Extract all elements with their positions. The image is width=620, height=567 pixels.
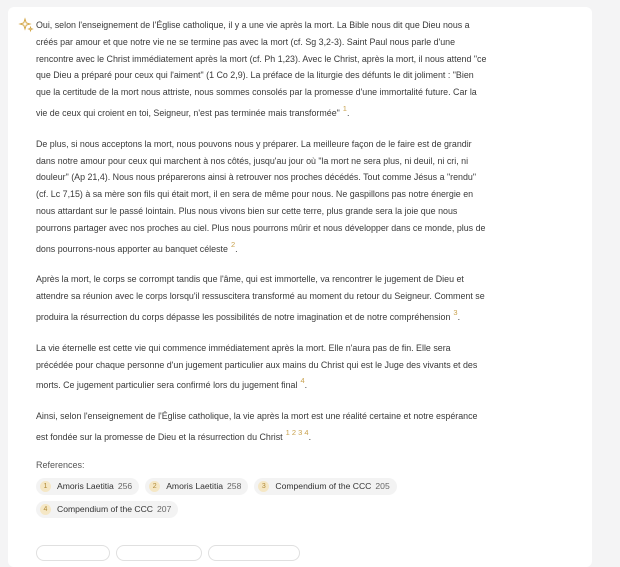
reference-chip[interactable] [254,478,396,495]
reference-number: 2 [149,481,160,492]
answer-paragraph: De plus, si nous acceptons la mort, nous pouvons nous y préparer. La meilleure façon de le faire est de grandir dans notre amour pour ceux qui marchent à nos côtés, jusqu'au jour où "la mort ne sera plus, ni deuil, ni cri, ni douleur" (Ap 21,4). Nous nous préparerons ainsi à retrouver nos proches décédés. Tout comme Jésus a "rendu" (cf. Lc 7,15) à sa mère son fils qui était mort, il en sera de même pour nous. Ne gaspillons pas notre énergie en nous attardant sur le passé lointain. Plus nous vivons bien sur cette terre, plus grande sera la joie que nous pourrons partager avec nos proches au ciel. Plus nous pourrons mûrir et nous développer dans ce monde, plus de dons pourrons-nous apporter au banquet céleste 2. [36,138,486,254]
reference-number: 1 [40,481,51,492]
reference-number: 3 [258,481,269,492]
action-pill[interactable] [208,545,300,561]
reference-page: 207 [157,504,172,515]
answer-paragraph: Ainsi, selon l'enseignement de l'Église catholique, la vie après la mort est une réalité certaine et notre espérance est fondée sur la promesse de Dieu et la résurrection du Christ 1 2 3 4. [36,411,478,442]
action-pills [36,545,300,561]
reference-number: 4 [40,504,51,515]
reference-chip[interactable] [145,478,248,495]
sparkle-icon [18,17,34,33]
answer-paragraph: La vie éternelle est cette vie qui commence immédiatement après la mort. Elle n'aura pas de fin. Elle sera précédée pour chaque personne d'un jugement particulier aux mains du Christ qui est le Juge des vivants et des morts. Ce jugement particulier sera confirmé lors du jugement final 4. [36,342,478,391]
answer-card [8,7,592,567]
answer-paragraph: Oui, selon l'enseignement de l'Église catholique, il y a une vie après la mort. La Bible nous dit que Dieu nous a créés par amour et que notre vie ne se termine pas avec la mort (cf. Sg 3,2-3). Saint Paul nous parle d'une rencontre avec le Christ immédiatement après la mort (cf. Ph 1,23). Avec le Christ, après la mort, il nous attend "ce que Dieu a préparé pour ceux qui l'aiment" (1 Co 2,9). La préface de la liturgie des défunts le dit joliment : "Bien que la certitude de la mort nous attriste, nous sommes consolés par la promesse d'une immortalité future. Car la vie de ceux qui croient en toi, Seigneur, n'est pas terminée mais transformée" 1. [36,20,487,118]
reference-title: Amoris Laetitia [57,481,114,492]
reference-title: Compendium of the CCC [57,504,154,515]
reference-title: Compendium of the CCC [275,481,372,492]
reference-page: 205 [375,481,390,492]
citation-marker[interactable]: 1 2 3 4 [285,427,309,437]
action-pill[interactable] [36,545,110,561]
reference-chip[interactable] [36,478,139,495]
references-label: References: [36,459,85,470]
references-list [36,478,488,518]
answer-content [36,17,488,518]
citation-marker[interactable]: 1 [342,103,347,113]
citation-marker[interactable]: 4 [300,376,305,386]
action-pill[interactable] [116,545,202,561]
answer-paragraph: Après la mort, le corps se corrompt tandis que l'âme, qui est immortelle, va rencontrer le jugement de Dieu et attendre sa réunion avec le corps lorsqu'il ressuscitera transformé au moment du retour du Seigneur. Comment se produira la résurrection du corps dépasse les possibilités de notre imagination et de notre compréhension 3. [36,274,485,322]
citation-marker[interactable]: 3 [453,307,458,317]
reference-page: 258 [227,481,242,492]
reference-title: Amoris Laetitia [166,481,224,492]
reference-chip[interactable] [36,501,178,518]
reference-page: 256 [117,481,133,492]
citation-marker[interactable]: 2 [230,239,236,249]
